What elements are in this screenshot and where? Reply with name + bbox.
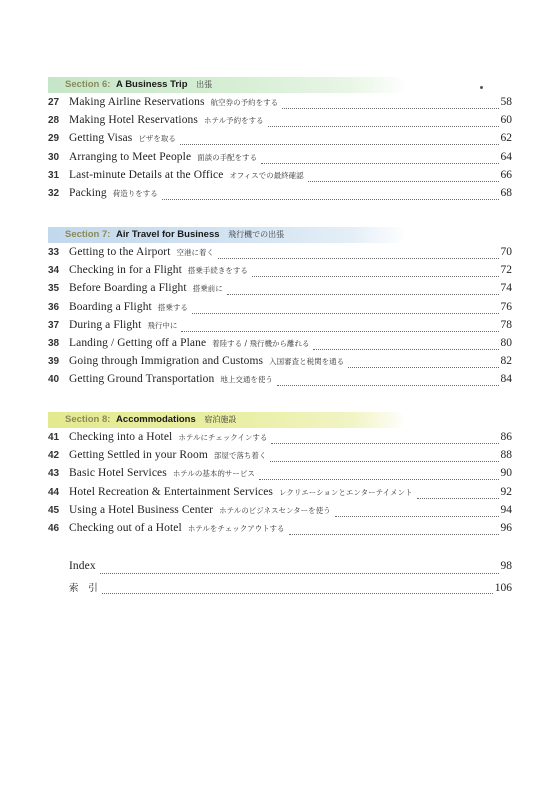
entry-page: 60 [500,114,512,127]
toc-entry-35[interactable] [48,282,512,300]
entry-title: Basic Hotel Services [69,467,167,480]
dot-leader [261,162,498,164]
entry-page: 74 [500,282,512,295]
entry-title-jp: ホテルをチェックアウトする [187,523,285,533]
entry-number: 33 [48,247,60,258]
entry-title-jp: 航空券の予約をする [210,98,279,107]
dot-leader [277,384,499,386]
entry-title-jp: 地上交通を使う [220,375,273,385]
entry-number: 41 [48,432,60,443]
entry-number: 46 [48,522,60,534]
entry-title-jp: ホテルのビジネスセンターを使う [219,505,331,515]
entry-number: 40 [48,374,60,386]
entry-number: 27 [48,97,60,108]
entry-title: Making Hotel Reservations [69,114,198,127]
entry-title-jp: 部屋で落ち着く [213,451,267,461]
entry-title: Checking out of a Hotel [69,521,182,534]
toc-entry-29[interactable] [48,132,512,150]
entry-page: 92 [500,485,512,498]
entry-title-jp: 入国審査と税関を通る [269,357,345,367]
toc-entry-42[interactable] [48,449,512,467]
entry-number: 30 [48,151,60,163]
dot-leader [102,592,493,594]
dot-leader [180,143,499,145]
entry-number: 36 [48,301,60,313]
section-title-jp: 出張 [196,80,213,89]
entry-page: 78 [500,318,512,331]
entry-number: 44 [48,486,60,498]
toc-entry-34[interactable] [48,264,512,282]
toc-entry-27[interactable] [48,96,512,114]
entry-title: Packing [69,186,107,199]
entry-title: Getting Settled in your Room [69,449,208,462]
entry-page: 88 [500,449,512,462]
entry-title-jp: 搭乗する [157,302,188,312]
entry-title-jp: 荷造りをする [112,188,158,198]
entry-number: 42 [48,450,60,462]
toc-entry-43[interactable] [48,467,512,485]
section-6-entries [48,96,512,205]
entry-title-jp: レクリエーションとエンターテイメント [279,487,413,497]
section-7-entries [48,246,512,392]
dot-leader [271,442,498,444]
dot-leader [227,293,499,295]
section-8-header [48,412,404,428]
entry-title: Getting Visas [69,132,133,145]
entry-title: Index [69,560,96,572]
section-7-header [48,227,404,243]
dot-leader [192,312,499,314]
entry-page: 64 [500,150,512,163]
entry-title: Arranging to Meet People [69,150,192,163]
section-title: Air Travel for Business [116,229,220,240]
section-6-header [48,77,404,93]
entry-title: Landing / Getting off a Plane [69,336,207,349]
dot-leader [270,460,498,462]
toc-entry-45[interactable] [48,504,512,522]
dot-leader [308,180,499,182]
entry-page: 72 [500,264,512,277]
entry-page: 84 [500,373,512,386]
dot-leader [335,515,499,517]
dot-leader [100,572,499,574]
entry-title: Last-minute Details at the Office [69,168,224,181]
entry-title: Hotel Recreation & Entertainment Services [69,485,274,498]
entry-title-jp: 面談の手配をする [197,152,258,162]
dot-leader [268,125,499,127]
back-matter [69,560,512,600]
section-7 [48,227,512,392]
entry-title: During a Flight [69,318,142,331]
section-title-jp: 宿泊施設 [204,415,237,424]
dot-leader [348,366,498,368]
section-number: Section 7: [65,229,111,240]
entry-number: 32 [48,187,60,199]
dot-leader [417,497,499,499]
entry-title-jp: 空港に着く [176,248,215,257]
entry-title: Checking into a Hotel [69,431,173,443]
toc-entry-40[interactable] [48,373,512,391]
section-number: Section 6: [65,79,111,90]
entry-title: Using a Hotel Business Center [69,503,214,516]
section-title-jp: 飛行機での出張 [228,230,285,239]
entry-title-jp: オフィスでの最終確認 [229,170,304,180]
entry-title: Making Airline Reservations [69,96,205,108]
entry-title-jp: 着陸する / 飛行機から離れる [212,338,310,348]
dot-leader [162,198,499,200]
toc-entry-33[interactable] [48,246,512,264]
entry-number: 37 [48,319,60,331]
entry-number: 43 [48,468,60,480]
entry-page: 96 [500,521,512,534]
entry-page: 76 [500,300,512,313]
entry-page: 58 [500,96,512,108]
dot-leader [252,275,499,277]
entry-number: 38 [48,337,60,349]
section-8 [48,412,512,540]
toc-entry-31[interactable] [48,169,512,187]
entry-title: Before Boarding a Flight [69,282,187,295]
toc-entry-30[interactable] [48,151,512,169]
toc-entry-index-jp[interactable] [69,580,512,600]
dot-leader [313,348,498,350]
entry-title: Going through Immigration and Customs [69,355,264,368]
entry-title-jp: ホテルにチェックインする [178,433,268,442]
toc-entry-37[interactable] [48,319,512,337]
entry-number: 34 [48,265,60,277]
entry-number: 35 [48,283,60,295]
dot-leader [282,107,498,109]
entry-number: 28 [48,115,60,127]
entry-page: 62 [500,132,512,145]
entry-page: 94 [500,503,512,516]
entry-title: Getting to the Airport [69,246,171,258]
entry-title: Checking in for a Flight [69,264,182,277]
entry-page: 80 [500,336,512,349]
entry-title-jp: ホテルの基本的サービス [172,469,255,479]
entry-number: 31 [48,169,60,181]
dot-leader [259,478,499,480]
entry-page: 66 [500,168,512,181]
section-number: Section 8: [65,414,111,425]
section-title: A Business Trip [116,79,188,90]
entry-number: 45 [48,504,60,516]
toc-entry-38[interactable] [48,337,512,355]
entry-title-jp: ビザを取る [138,134,176,144]
entry-title-jp: 搭乗前に [192,284,223,294]
entry-title: Getting Ground Transportation [69,373,215,386]
entry-title-jp: ホテル予約をする [203,116,264,126]
entry-page: 86 [500,431,512,443]
section-8-entries [48,431,512,540]
toc-entry-index[interactable] [69,560,512,580]
toc-entry-41[interactable] [48,431,512,449]
toc-entry-46[interactable] [48,522,512,540]
section-6 [48,77,512,205]
toc-entry-39[interactable] [48,355,512,373]
entry-page: 106 [494,582,512,594]
entry-number: 29 [48,133,60,145]
entry-title: 索 引 [69,583,98,594]
entry-page: 98 [500,560,512,572]
entry-number: 39 [48,356,60,368]
entry-page: 82 [500,355,512,368]
entry-title-jp: 搭乗手続きをする [187,266,248,276]
section-title: Accommodations [116,414,196,425]
entry-page: 70 [500,246,512,258]
toc-entry-32[interactable] [48,187,512,205]
entry-title: Boarding a Flight [69,300,152,313]
dot-leader [218,257,498,259]
entry-page: 68 [500,186,512,199]
dot-leader [289,533,499,535]
entry-title-jp: 飛行中に [147,320,178,330]
entry-page: 90 [500,467,512,480]
dot-leader [181,330,498,332]
toc-entry-44[interactable] [48,486,512,504]
toc-entry-28[interactable] [48,114,512,132]
toc-entry-36[interactable] [48,301,512,319]
